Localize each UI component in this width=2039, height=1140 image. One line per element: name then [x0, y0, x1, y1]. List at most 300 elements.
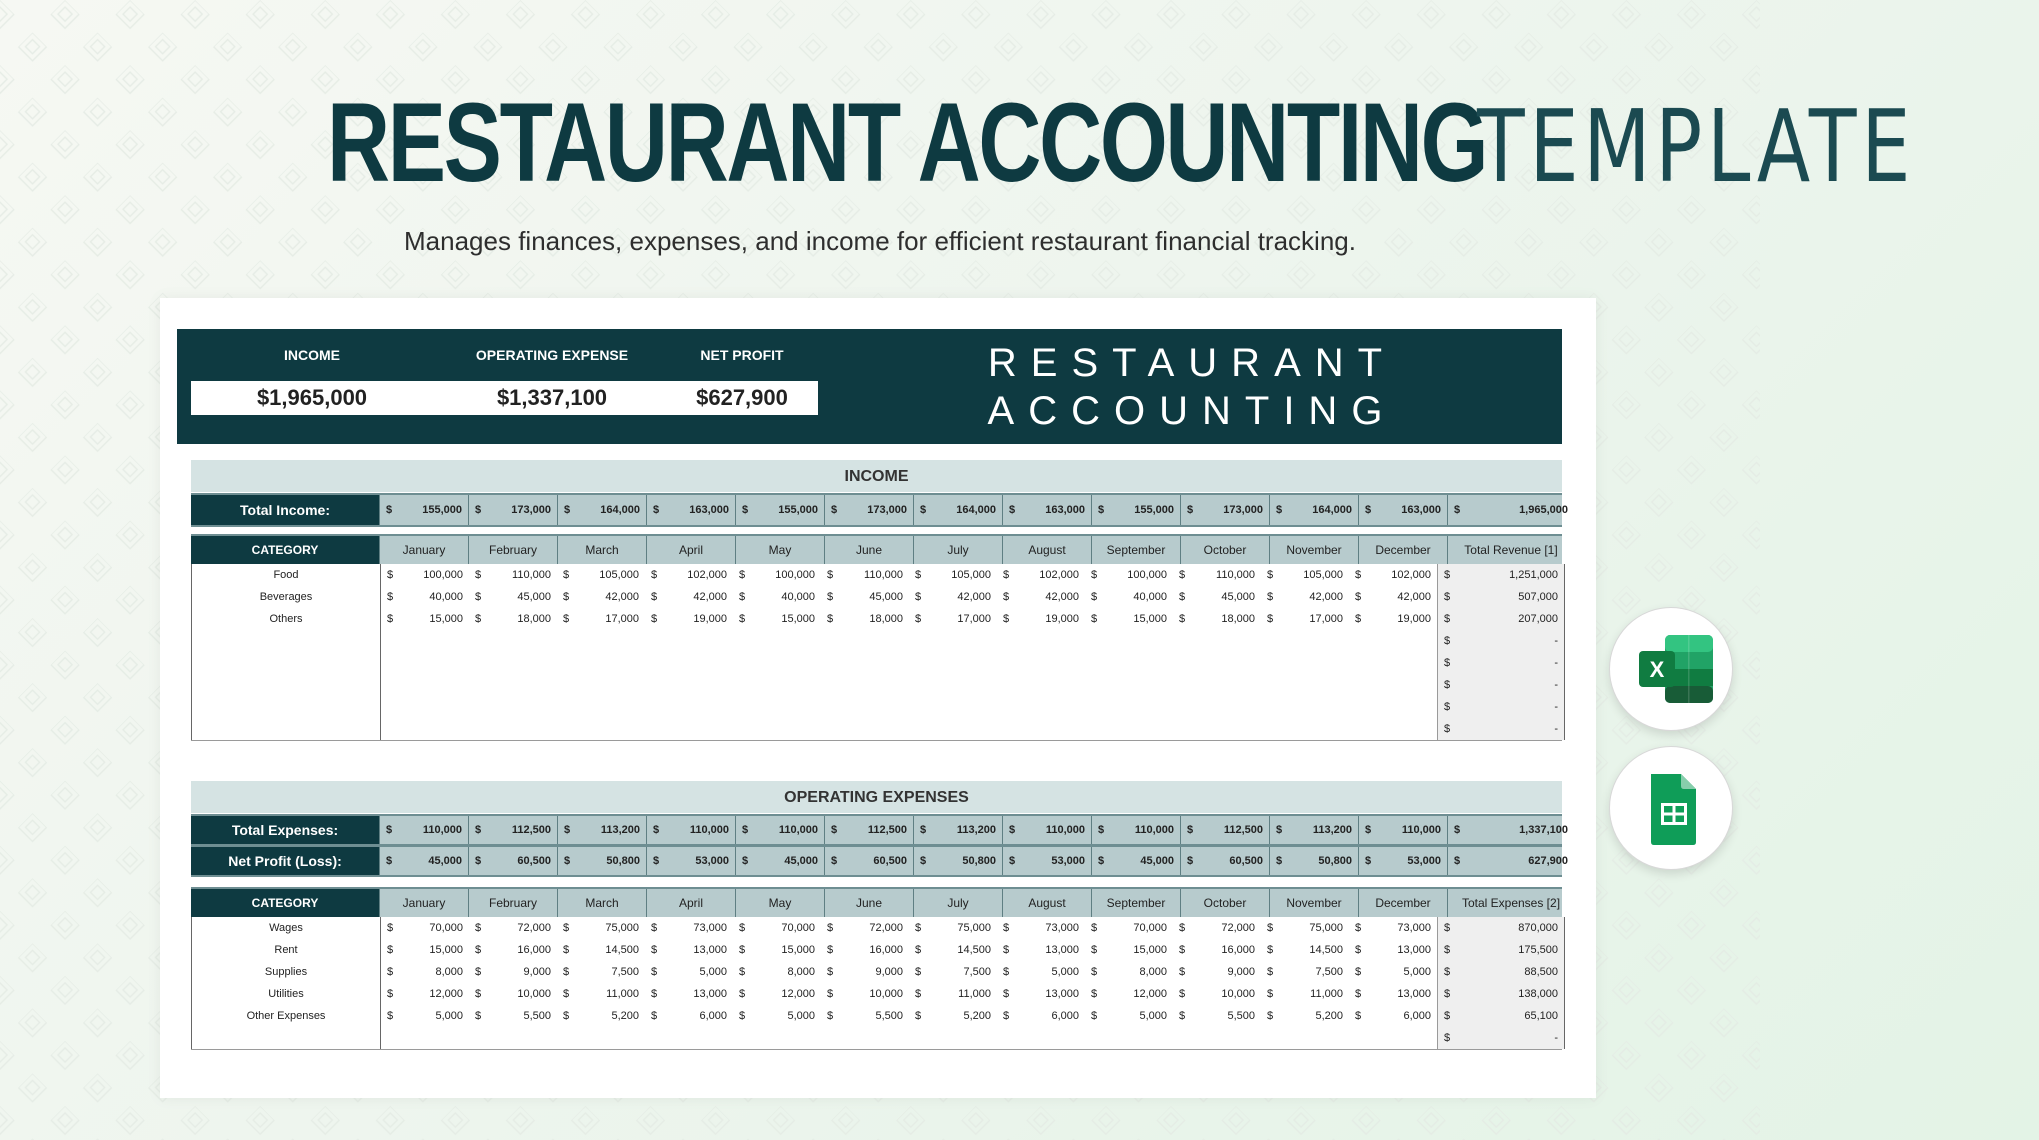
amount: 164,000: [600, 504, 640, 516]
google-sheets-download-button[interactable]: [1609, 746, 1733, 870]
amount: 627,900: [1528, 855, 1568, 867]
value-cell[interactable]: [1085, 1005, 1173, 1027]
category-cell[interactable]: Other Expenses: [191, 1005, 381, 1027]
empty-row: [191, 630, 1562, 653]
value-cell[interactable]: [821, 917, 909, 939]
total-header: Total Revenue [1]: [1447, 536, 1574, 564]
value-cell[interactable]: [557, 917, 645, 939]
value-cell[interactable]: [1085, 564, 1173, 586]
currency-symbol: $: [1267, 591, 1274, 603]
currency-symbol: $: [1444, 922, 1451, 934]
row-total-cell: [1437, 983, 1565, 1005]
value-cell[interactable]: [909, 961, 997, 983]
empty-value-area[interactable]: [381, 652, 1437, 674]
amount: 870,000: [1518, 922, 1558, 934]
currency-symbol: $: [1355, 988, 1362, 1000]
value-cell[interactable]: [997, 564, 1085, 586]
currency-symbol: $: [1179, 569, 1186, 581]
empty-value-area[interactable]: [381, 718, 1437, 740]
total-income-row-label: Total Income:: [191, 495, 379, 525]
expenses-header-row: [191, 887, 1562, 919]
currency-symbol: $: [739, 569, 746, 581]
net-profit-row-cell: [913, 847, 1002, 875]
currency-symbol: $: [915, 966, 922, 978]
value-cell[interactable]: [381, 983, 469, 1005]
value-cell[interactable]: [1349, 939, 1437, 961]
total-expenses-row-cell: [379, 816, 468, 844]
value-cell[interactable]: [733, 961, 821, 983]
amount: 16,000: [1221, 944, 1255, 956]
amount: 155,000: [778, 504, 818, 516]
value-cell[interactable]: [557, 564, 645, 586]
amount: 14,500: [605, 944, 639, 956]
amount: 5,000: [787, 1010, 815, 1022]
value-cell[interactable]: [645, 586, 733, 608]
currency-symbol: $: [915, 1010, 922, 1022]
amount: 73,000: [693, 922, 727, 934]
value-cell[interactable]: [909, 983, 997, 1005]
value-cell[interactable]: [997, 983, 1085, 1005]
amount: 110,000: [689, 824, 729, 836]
table-row: [191, 983, 1562, 1006]
currency-symbol: $: [1355, 944, 1362, 956]
empty-value-area[interactable]: [381, 696, 1437, 718]
amount: 13,000: [1045, 944, 1079, 956]
value-cell[interactable]: [1085, 983, 1173, 1005]
amount: 73,000: [1045, 922, 1079, 934]
row-total-cell: [1437, 1027, 1565, 1049]
value-cell[interactable]: [1261, 939, 1349, 961]
value-cell[interactable]: [469, 608, 557, 630]
income-summary-value: $1,965,000: [256, 385, 368, 410]
amount: 112,500: [511, 824, 551, 836]
amount: 13,000: [1045, 988, 1079, 1000]
total-expenses-row-cell: [824, 816, 913, 844]
category-cell[interactable]: [191, 630, 381, 652]
value-cell[interactable]: [821, 564, 909, 586]
month-header: November: [1269, 889, 1358, 917]
amount: 45,000: [1140, 855, 1174, 867]
amount: 45,000: [784, 855, 818, 867]
amount: 5,000: [1403, 966, 1431, 978]
amount: 10,000: [1221, 988, 1255, 1000]
google-sheets-icon: [1610, 747, 1732, 869]
value-cell[interactable]: [1261, 961, 1349, 983]
currency-symbol: $: [1267, 966, 1274, 978]
total-income-row: [191, 493, 1568, 527]
currency-symbol: $: [1444, 966, 1451, 978]
total-income-row-cell: [646, 495, 735, 525]
amount: 105,000: [951, 569, 991, 581]
amount: 53,000: [1407, 855, 1441, 867]
value-cell[interactable]: [1173, 983, 1261, 1005]
category-cell[interactable]: [191, 696, 381, 718]
value-cell[interactable]: [381, 917, 469, 939]
value-cell[interactable]: [1085, 586, 1173, 608]
value-cell[interactable]: [733, 1005, 821, 1027]
currency-symbol: $: [1365, 504, 1372, 516]
total-expenses-row-cell: [913, 816, 1002, 844]
value-cell[interactable]: [1173, 564, 1261, 586]
currency-symbol: $: [915, 569, 922, 581]
value-cell[interactable]: [469, 961, 557, 983]
amount: 9,000: [875, 966, 903, 978]
currency-symbol: $: [827, 1010, 834, 1022]
amount: 113,200: [600, 824, 640, 836]
category-cell[interactable]: Supplies: [191, 961, 381, 983]
currency-symbol: $: [742, 504, 749, 516]
currency-symbol: $: [1009, 824, 1016, 836]
amount: -: [1554, 635, 1558, 647]
amount: 5,200: [1315, 1010, 1343, 1022]
value-cell[interactable]: [997, 586, 1085, 608]
value-cell[interactable]: [381, 961, 469, 983]
value-cell[interactable]: [1261, 608, 1349, 630]
amount: 45,000: [517, 591, 551, 603]
amount: 75,000: [957, 922, 991, 934]
total-expenses-row-cell: [468, 816, 557, 844]
category-cell[interactable]: [191, 674, 381, 696]
value-cell[interactable]: [1085, 961, 1173, 983]
value-cell[interactable]: [469, 983, 557, 1005]
value-cell[interactable]: [1085, 917, 1173, 939]
currency-symbol: $: [651, 1010, 658, 1022]
amount: 6,000: [1403, 1010, 1431, 1022]
value-cell[interactable]: [1349, 586, 1437, 608]
empty-value-area[interactable]: [381, 630, 1437, 652]
currency-symbol: $: [915, 591, 922, 603]
value-cell[interactable]: [1261, 1005, 1349, 1027]
value-cell[interactable]: [1173, 1005, 1261, 1027]
amount: 110,000: [512, 569, 551, 581]
category-cell[interactable]: Wages: [191, 917, 381, 939]
currency-symbol: $: [1091, 569, 1098, 581]
value-cell[interactable]: [645, 917, 733, 939]
value-cell[interactable]: [997, 608, 1085, 630]
amount: 17,000: [605, 613, 639, 625]
value-cell[interactable]: [821, 939, 909, 961]
amount: 163,000: [1045, 504, 1085, 516]
currency-symbol: $: [739, 1010, 746, 1022]
amount: 12,000: [1133, 988, 1167, 1000]
currency-symbol: $: [1091, 966, 1098, 978]
currency-symbol: $: [1444, 679, 1451, 691]
category-cell[interactable]: Others: [191, 608, 381, 630]
amount: 8,000: [435, 966, 463, 978]
currency-symbol: $: [1098, 824, 1105, 836]
currency-symbol: $: [653, 504, 660, 516]
value-cell[interactable]: [733, 939, 821, 961]
currency-symbol: $: [742, 855, 749, 867]
amount: 102,000: [1039, 569, 1079, 581]
month-header: September: [1091, 536, 1180, 564]
value-cell[interactable]: [821, 961, 909, 983]
currency-symbol: $: [475, 613, 482, 625]
amount: 110,000: [422, 824, 462, 836]
net-profit-row-cell: [379, 847, 468, 875]
currency-symbol: $: [475, 988, 482, 1000]
value-cell[interactable]: [645, 564, 733, 586]
value-cell[interactable]: [1085, 939, 1173, 961]
value-cell[interactable]: [821, 586, 909, 608]
table-row: [191, 1005, 1562, 1028]
amount: 164,000: [956, 504, 996, 516]
amount: 1,251,000: [1509, 569, 1558, 581]
category-cell[interactable]: [191, 718, 381, 740]
total-header: Total Expenses [2]: [1447, 889, 1574, 917]
value-cell[interactable]: [909, 564, 997, 586]
amount: 110,000: [1134, 824, 1174, 836]
value-cell[interactable]: [821, 608, 909, 630]
currency-symbol: $: [1355, 613, 1362, 625]
currency-symbol: $: [475, 569, 482, 581]
currency-symbol: $: [1444, 1032, 1451, 1044]
currency-symbol: $: [1365, 824, 1372, 836]
value-cell[interactable]: [381, 608, 469, 630]
value-cell[interactable]: [733, 586, 821, 608]
value-cell[interactable]: [557, 961, 645, 983]
currency-symbol: $: [739, 988, 746, 1000]
amount: 17,000: [957, 613, 991, 625]
currency-symbol: $: [915, 944, 922, 956]
value-cell[interactable]: [997, 1005, 1085, 1027]
amount: 40,000: [429, 591, 463, 603]
amount: 164,000: [1312, 504, 1352, 516]
amount: 11,000: [1310, 988, 1343, 1000]
value-cell[interactable]: [469, 586, 557, 608]
currency-symbol: $: [386, 824, 393, 836]
currency-symbol: $: [1091, 591, 1098, 603]
currency-symbol: $: [1365, 855, 1372, 867]
amount: 5,200: [963, 1010, 991, 1022]
amount: 105,000: [599, 569, 639, 581]
amount: 16,000: [869, 944, 903, 956]
table-row: [191, 961, 1562, 984]
value-cell[interactable]: [381, 586, 469, 608]
row-total-cell: [1437, 917, 1565, 939]
amount: 113,200: [1312, 824, 1352, 836]
table-row: [191, 586, 1562, 609]
opex-summary-label: OPERATING EXPENSE: [475, 347, 629, 363]
amount: 42,000: [957, 591, 991, 603]
value-cell[interactable]: [1173, 586, 1261, 608]
amount: 7,500: [963, 966, 991, 978]
month-header: May: [735, 889, 824, 917]
value-cell[interactable]: [909, 1005, 997, 1027]
page-subtitle: Manages finances, expenses, and income for efficient restaurant financial tracking.: [404, 226, 1356, 256]
brand-block: [957, 339, 1427, 435]
month-header: March: [557, 536, 646, 564]
amount: 10,000: [517, 988, 551, 1000]
currency-symbol: $: [564, 504, 571, 516]
net-profit-row-cell: [1002, 847, 1091, 875]
currency-symbol: $: [739, 613, 746, 625]
brand-line-1: RESTAURANT: [987, 341, 1397, 385]
value-cell[interactable]: [909, 608, 997, 630]
amount: 138,000: [1518, 988, 1558, 1000]
currency-symbol: $: [1179, 944, 1186, 956]
value-cell[interactable]: [381, 564, 469, 586]
currency-symbol: $: [563, 944, 570, 956]
value-cell[interactable]: [1085, 608, 1173, 630]
total-income-row-cell: [557, 495, 646, 525]
currency-symbol: $: [651, 944, 658, 956]
value-cell[interactable]: [1349, 608, 1437, 630]
value-cell[interactable]: [381, 939, 469, 961]
currency-symbol: $: [475, 591, 482, 603]
currency-symbol: $: [831, 824, 838, 836]
value-cell[interactable]: [1349, 983, 1437, 1005]
currency-symbol: $: [1003, 591, 1010, 603]
value-cell[interactable]: [997, 961, 1085, 983]
empty-value-area[interactable]: [381, 1027, 1437, 1049]
value-cell[interactable]: [909, 586, 997, 608]
row-total-cell: [1437, 696, 1565, 718]
total-expenses-row-label: Total Expenses:: [191, 816, 379, 844]
value-cell[interactable]: [733, 564, 821, 586]
value-cell[interactable]: [733, 983, 821, 1005]
table-row: [191, 564, 1562, 587]
currency-symbol: $: [1267, 944, 1274, 956]
month-header: June: [824, 536, 913, 564]
value-cell[interactable]: [557, 586, 645, 608]
excel-download-button[interactable]: [1609, 607, 1733, 731]
value-cell[interactable]: [1173, 939, 1261, 961]
currency-symbol: $: [1179, 922, 1186, 934]
amount: 13,000: [1397, 988, 1431, 1000]
month-header: April: [646, 889, 735, 917]
value-cell[interactable]: [909, 917, 997, 939]
month-header: February: [468, 889, 557, 917]
currency-symbol: $: [1091, 922, 1098, 934]
value-cell[interactable]: [645, 983, 733, 1005]
value-cell[interactable]: [1261, 586, 1349, 608]
amount: 5,200: [611, 1010, 639, 1022]
currency-symbol: $: [1276, 824, 1283, 836]
amount: 75,000: [605, 922, 639, 934]
value-cell[interactable]: [1173, 961, 1261, 983]
value-cell[interactable]: [469, 1005, 557, 1027]
value-cell[interactable]: [1173, 917, 1261, 939]
value-cell[interactable]: [733, 917, 821, 939]
value-cell[interactable]: [909, 939, 997, 961]
total-income-row-cell: [1358, 495, 1447, 525]
value-cell[interactable]: [469, 564, 557, 586]
value-cell[interactable]: [1261, 917, 1349, 939]
total-expenses-row-cell: [646, 816, 735, 844]
value-cell[interactable]: [381, 1005, 469, 1027]
row-total-cell: [1437, 564, 1565, 586]
currency-symbol: $: [739, 944, 746, 956]
currency-symbol: $: [387, 966, 394, 978]
excel-icon: [1610, 608, 1732, 730]
value-cell[interactable]: [1349, 564, 1437, 586]
amount: 113,200: [956, 824, 996, 836]
value-cell[interactable]: [469, 917, 557, 939]
value-cell[interactable]: [733, 608, 821, 630]
value-cell[interactable]: [469, 939, 557, 961]
value-cell[interactable]: [997, 939, 1085, 961]
category-cell[interactable]: Rent: [191, 939, 381, 961]
value-cell[interactable]: [557, 608, 645, 630]
amount: 110,000: [1401, 824, 1441, 836]
amount: 110,000: [864, 569, 903, 581]
currency-symbol: $: [563, 922, 570, 934]
value-cell[interactable]: [557, 1005, 645, 1027]
amount: 50,800: [1318, 855, 1352, 867]
total-income-row-cell: [824, 495, 913, 525]
value-cell[interactable]: [1349, 917, 1437, 939]
category-cell[interactable]: Food: [191, 564, 381, 586]
net-profit-row: [191, 845, 1568, 877]
currency-symbol: $: [1355, 569, 1362, 581]
currency-symbol: $: [653, 855, 660, 867]
value-cell[interactable]: [821, 983, 909, 1005]
amount: 15,000: [429, 613, 463, 625]
currency-symbol: $: [1091, 988, 1098, 1000]
month-header: September: [1091, 889, 1180, 917]
currency-symbol: $: [1267, 569, 1274, 581]
value-cell[interactable]: [645, 961, 733, 983]
value-cell[interactable]: [645, 939, 733, 961]
month-header: July: [913, 889, 1002, 917]
amount: 42,000: [1397, 591, 1431, 603]
value-cell[interactable]: [645, 1005, 733, 1027]
value-cell[interactable]: [557, 939, 645, 961]
amount: -: [1554, 723, 1558, 735]
currency-symbol: $: [387, 591, 394, 603]
currency-symbol: $: [651, 591, 658, 603]
empty-value-area[interactable]: [381, 674, 1437, 696]
income-header-row: [191, 534, 1562, 566]
amount: 15,000: [781, 613, 815, 625]
total-income-row-cell: [1447, 495, 1574, 525]
category-cell[interactable]: Beverages: [191, 586, 381, 608]
currency-symbol: $: [827, 944, 834, 956]
net-profit-summary-label: NET PROFIT: [700, 347, 784, 363]
category-cell[interactable]: Utilities: [191, 983, 381, 1005]
category-cell[interactable]: [191, 1027, 381, 1049]
currency-symbol: $: [1444, 1010, 1451, 1022]
value-cell[interactable]: [1173, 608, 1261, 630]
amount: 72,000: [869, 922, 903, 934]
currency-symbol: $: [563, 988, 570, 1000]
currency-symbol: $: [920, 855, 927, 867]
value-cell[interactable]: [821, 1005, 909, 1027]
currency-symbol: $: [1187, 855, 1194, 867]
category-cell[interactable]: [191, 652, 381, 674]
value-cell[interactable]: [645, 608, 733, 630]
amount: 72,000: [517, 922, 551, 934]
currency-symbol: $: [651, 922, 658, 934]
value-cell[interactable]: [1349, 1005, 1437, 1027]
amount: 73,000: [1397, 922, 1431, 934]
amount: 5,000: [699, 966, 727, 978]
amount: 207,000: [1518, 613, 1558, 625]
value-cell[interactable]: [557, 983, 645, 1005]
page-title: [0, 78, 1916, 212]
value-cell[interactable]: [1349, 961, 1437, 983]
value-cell[interactable]: [997, 917, 1085, 939]
amount: 100,000: [1127, 569, 1167, 581]
amount: 5,000: [1051, 966, 1079, 978]
value-cell[interactable]: [1261, 564, 1349, 586]
value-cell[interactable]: [1261, 983, 1349, 1005]
amount: -: [1554, 657, 1558, 669]
currency-symbol: $: [563, 613, 570, 625]
net-profit-row-cell: [735, 847, 824, 875]
total-expenses-row-cell: [1269, 816, 1358, 844]
